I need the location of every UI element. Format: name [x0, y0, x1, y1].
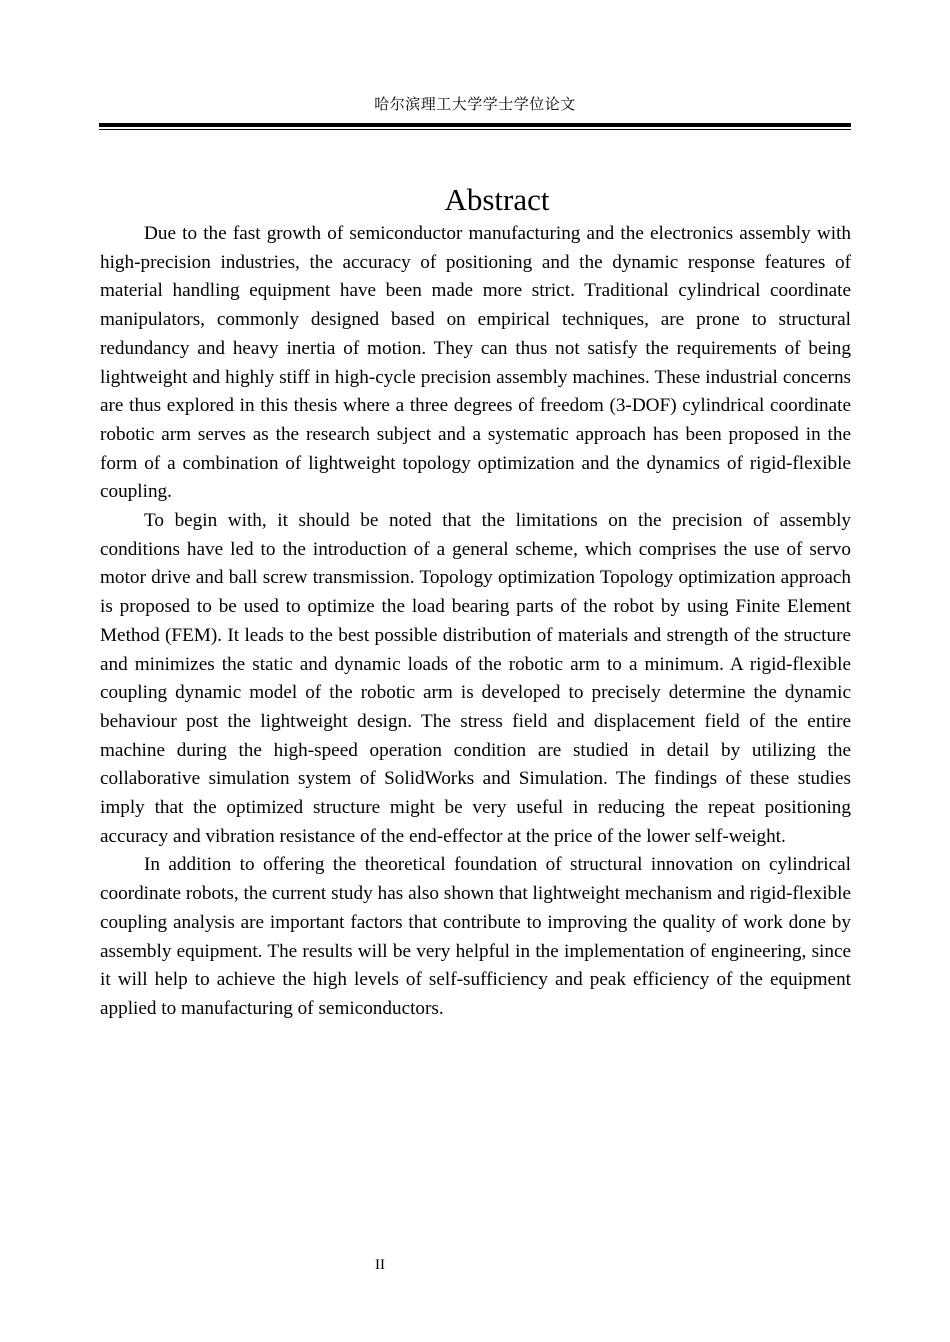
- abstract-paragraph-2: To begin with, it should be noted that the limitations on the precision of assembly conditions have led to the introduction of a general scheme, which comprises the use of servo motor drive and ball screw transmission. Topology optimization Topology optimization approach is proposed to be used to optimize the load bearing parts of the robot by using Finite Element Method (FEM). It leads to the best possible distribution of materials and strength of the structure and minimizes the static and dynamic loads of the robotic arm to a minimum. A rigid-flexible coupling dynamic model of the robotic arm is developed to precisely determine the dynamic behaviour post the lightweight design. The stress field and displacement field of the entire machine during the high-speed operation condition are studied in detail by utilizing the collaborative simulation system of SolidWorks and Simulation. The findings of these studies imply that the optimized structure might be very useful in reducing the repeat positioning accuracy and vibration resistance of the end-effector at the price of the lower self-weight.: [100, 510, 851, 847]
- header-rule-thick: [99, 123, 851, 127]
- abstract-paragraph-3: In addition to offering the theoretical foundation of structural innovation on cylindrical coordinate robots, the current study has also shown that lightweight mechanism and rigid-flexible coupling analysis are important factors that contribute to improving the quality of work done by assembly equipment. The results will be very helpful in the implementation of engineering, since it will help to achieve the high levels of self-sufficiency and peak efficiency of the equipment applied to manufacturing of semiconductors.: [100, 854, 851, 1019]
- running-header-title: 哈尔滨理工大学学士学位论文: [374, 97, 576, 113]
- abstract-title: Abstract: [444, 182, 550, 217]
- page-number: II: [375, 1257, 385, 1273]
- abstract-paragraph-1: Due to the fast growth of semiconductor manufacturing and the electronics assembly with high-precision industries, the accuracy of positioning and the dynamic response features of material handling equipment have been made more strict. Traditional cylindrical coordinate manipulators, commonly designed based on empirical techniques, are prone to structural redundancy and heavy inertia of motion. They can thus not satisfy the requirements of being lightweight and highly stiff in high-cycle precision assembly machines. These industrial concerns are thus explored in this thesis where a three degrees of freedom (3-DOF) cylindrical coordinate robotic arm serves as the research subject and a systematic approach has been proposed in the form of a combination of lightweight topology optimization and the dynamics of rigid-flexible coupling.: [100, 223, 851, 503]
- header-rule-thin: [99, 129, 851, 130]
- abstract-body: [100, 220, 851, 1024]
